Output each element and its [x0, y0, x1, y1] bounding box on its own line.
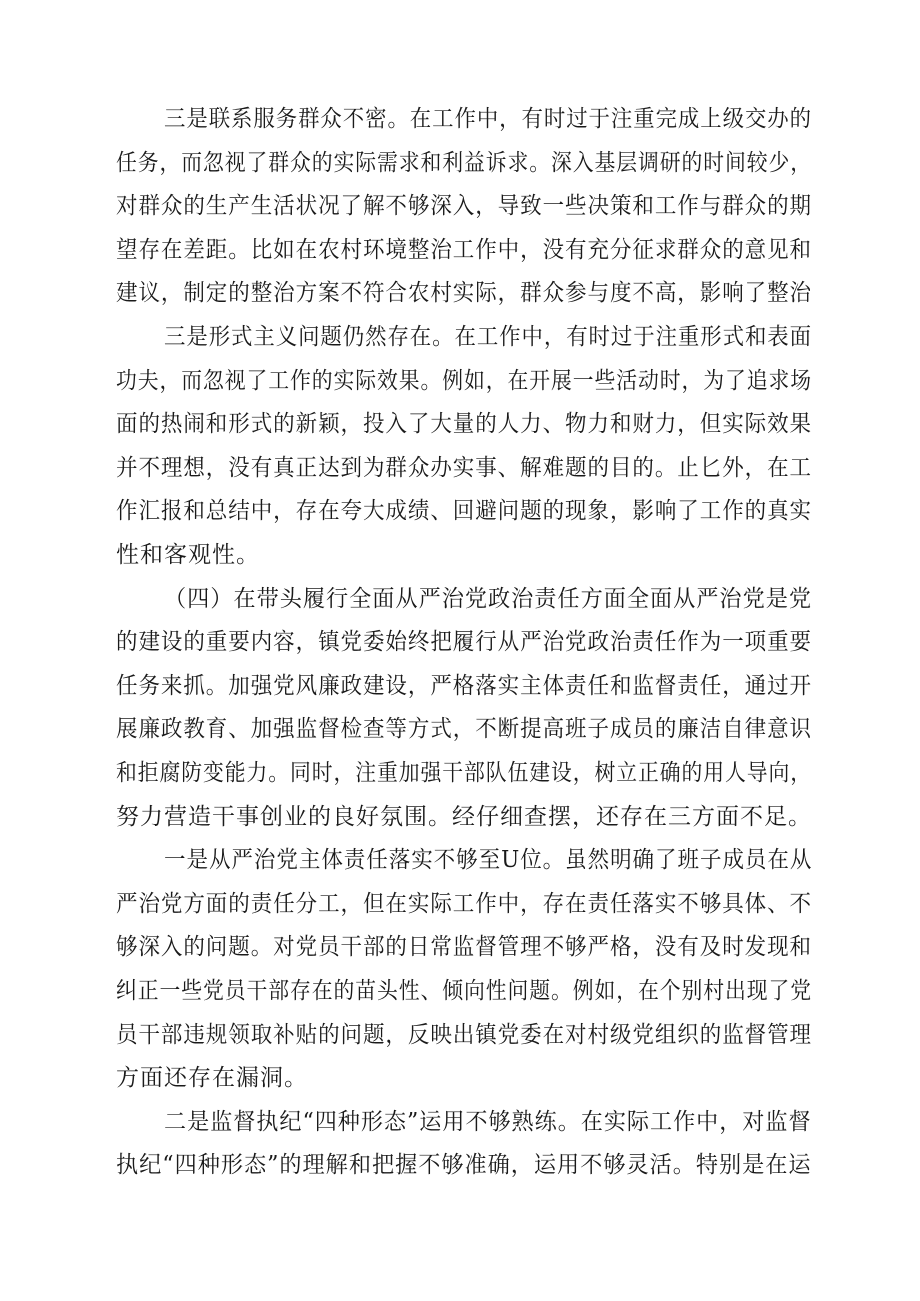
text-line: 方面还存在漏洞。	[116, 1065, 308, 1091]
text-line: 并不理想，没有真正达到为群众办实事、解难题的目的。止匕外，在工	[116, 455, 813, 481]
text-line: 员干部违规领取补贴的问题，反映出镇党委在对村级党组织的监督管理	[116, 1022, 813, 1048]
text-line: 执纪“四种形态”的理解和把握不够准确，运用不够灵活。特别是在运	[116, 1152, 812, 1178]
text-line: 作汇报和总结中，存在夸大成绩、回避问题的现象，影响了工作的真实	[116, 498, 813, 524]
text-line: 面的热闹和形式的新颖，投入了大量的人力、物力和财力，但实际效果	[116, 411, 813, 437]
text-line: 展廉政教育、加强监督检查等方式，不断提高班子成员的廉洁自律意识	[116, 716, 813, 742]
text-line: 对群众的生产生活状况了解不够深入，导致一些决策和工作与群众的期	[116, 193, 813, 219]
text-line: 任务，而忽视了群众的实际需求和利益诉求。深入基层调研的时间较少，	[116, 150, 813, 176]
text-line: 二是监督执纪“四种形态”运用不够熟练。在实际工作中，对监督	[164, 1109, 812, 1135]
text-line: 和拒腐防变能力。同时，注重加强干部队伍建设，树立正确的用人导向，	[116, 760, 813, 786]
text-line: 望存在差距。比如在农村环境整治工作中，没有充分征求群众的意见和	[116, 237, 813, 263]
text-line: 三是形式主义问题仍然存在。在工作中，有时过于注重形式和表面	[164, 324, 812, 350]
text-line: 努力营造干事创业的良好氛围。经仔细查摆，还存在三方面不足。	[116, 804, 812, 830]
text-line: 够深入的问题。对党员干部的日常监督管理不够严格，没有及时发现和	[116, 934, 813, 960]
text-line: 任务来抓。加强党风廉政建设，严格落实主体责任和监督责任，通过开	[116, 673, 813, 699]
section-heading-line: （四）在带头履行全面从严治党政治责任方面全面从严治党是党	[164, 586, 813, 612]
text-line: 的建设的重要内容，镇党委始终把履行从严治党政治责任作为一项重要	[116, 629, 813, 655]
text-line: 建议，制定的整治方案不符合农村实际，群众参与度不高，影响了整治	[116, 280, 813, 306]
text-line: 纠正一些党员干部存在的苗头性、倾向性问题。例如，在个别村出现了党	[116, 978, 813, 1004]
text-line: 三是联系服务群众不密。在工作中，有时过于注重完成上级交办的	[164, 106, 812, 132]
text-line: 一是从严治党主体责任落实不够至U位。虽然明确了班子成员在从	[164, 847, 813, 873]
text-line: 性和客观性。	[116, 542, 260, 568]
text-line: 功夫，而忽视了工作的实际效果。例如，在开展一些活动时，为了追求场	[116, 368, 813, 394]
text-line: 严治党方面的责任分工，但在实际工作中，存在责任落实不够具体、不	[116, 891, 813, 917]
